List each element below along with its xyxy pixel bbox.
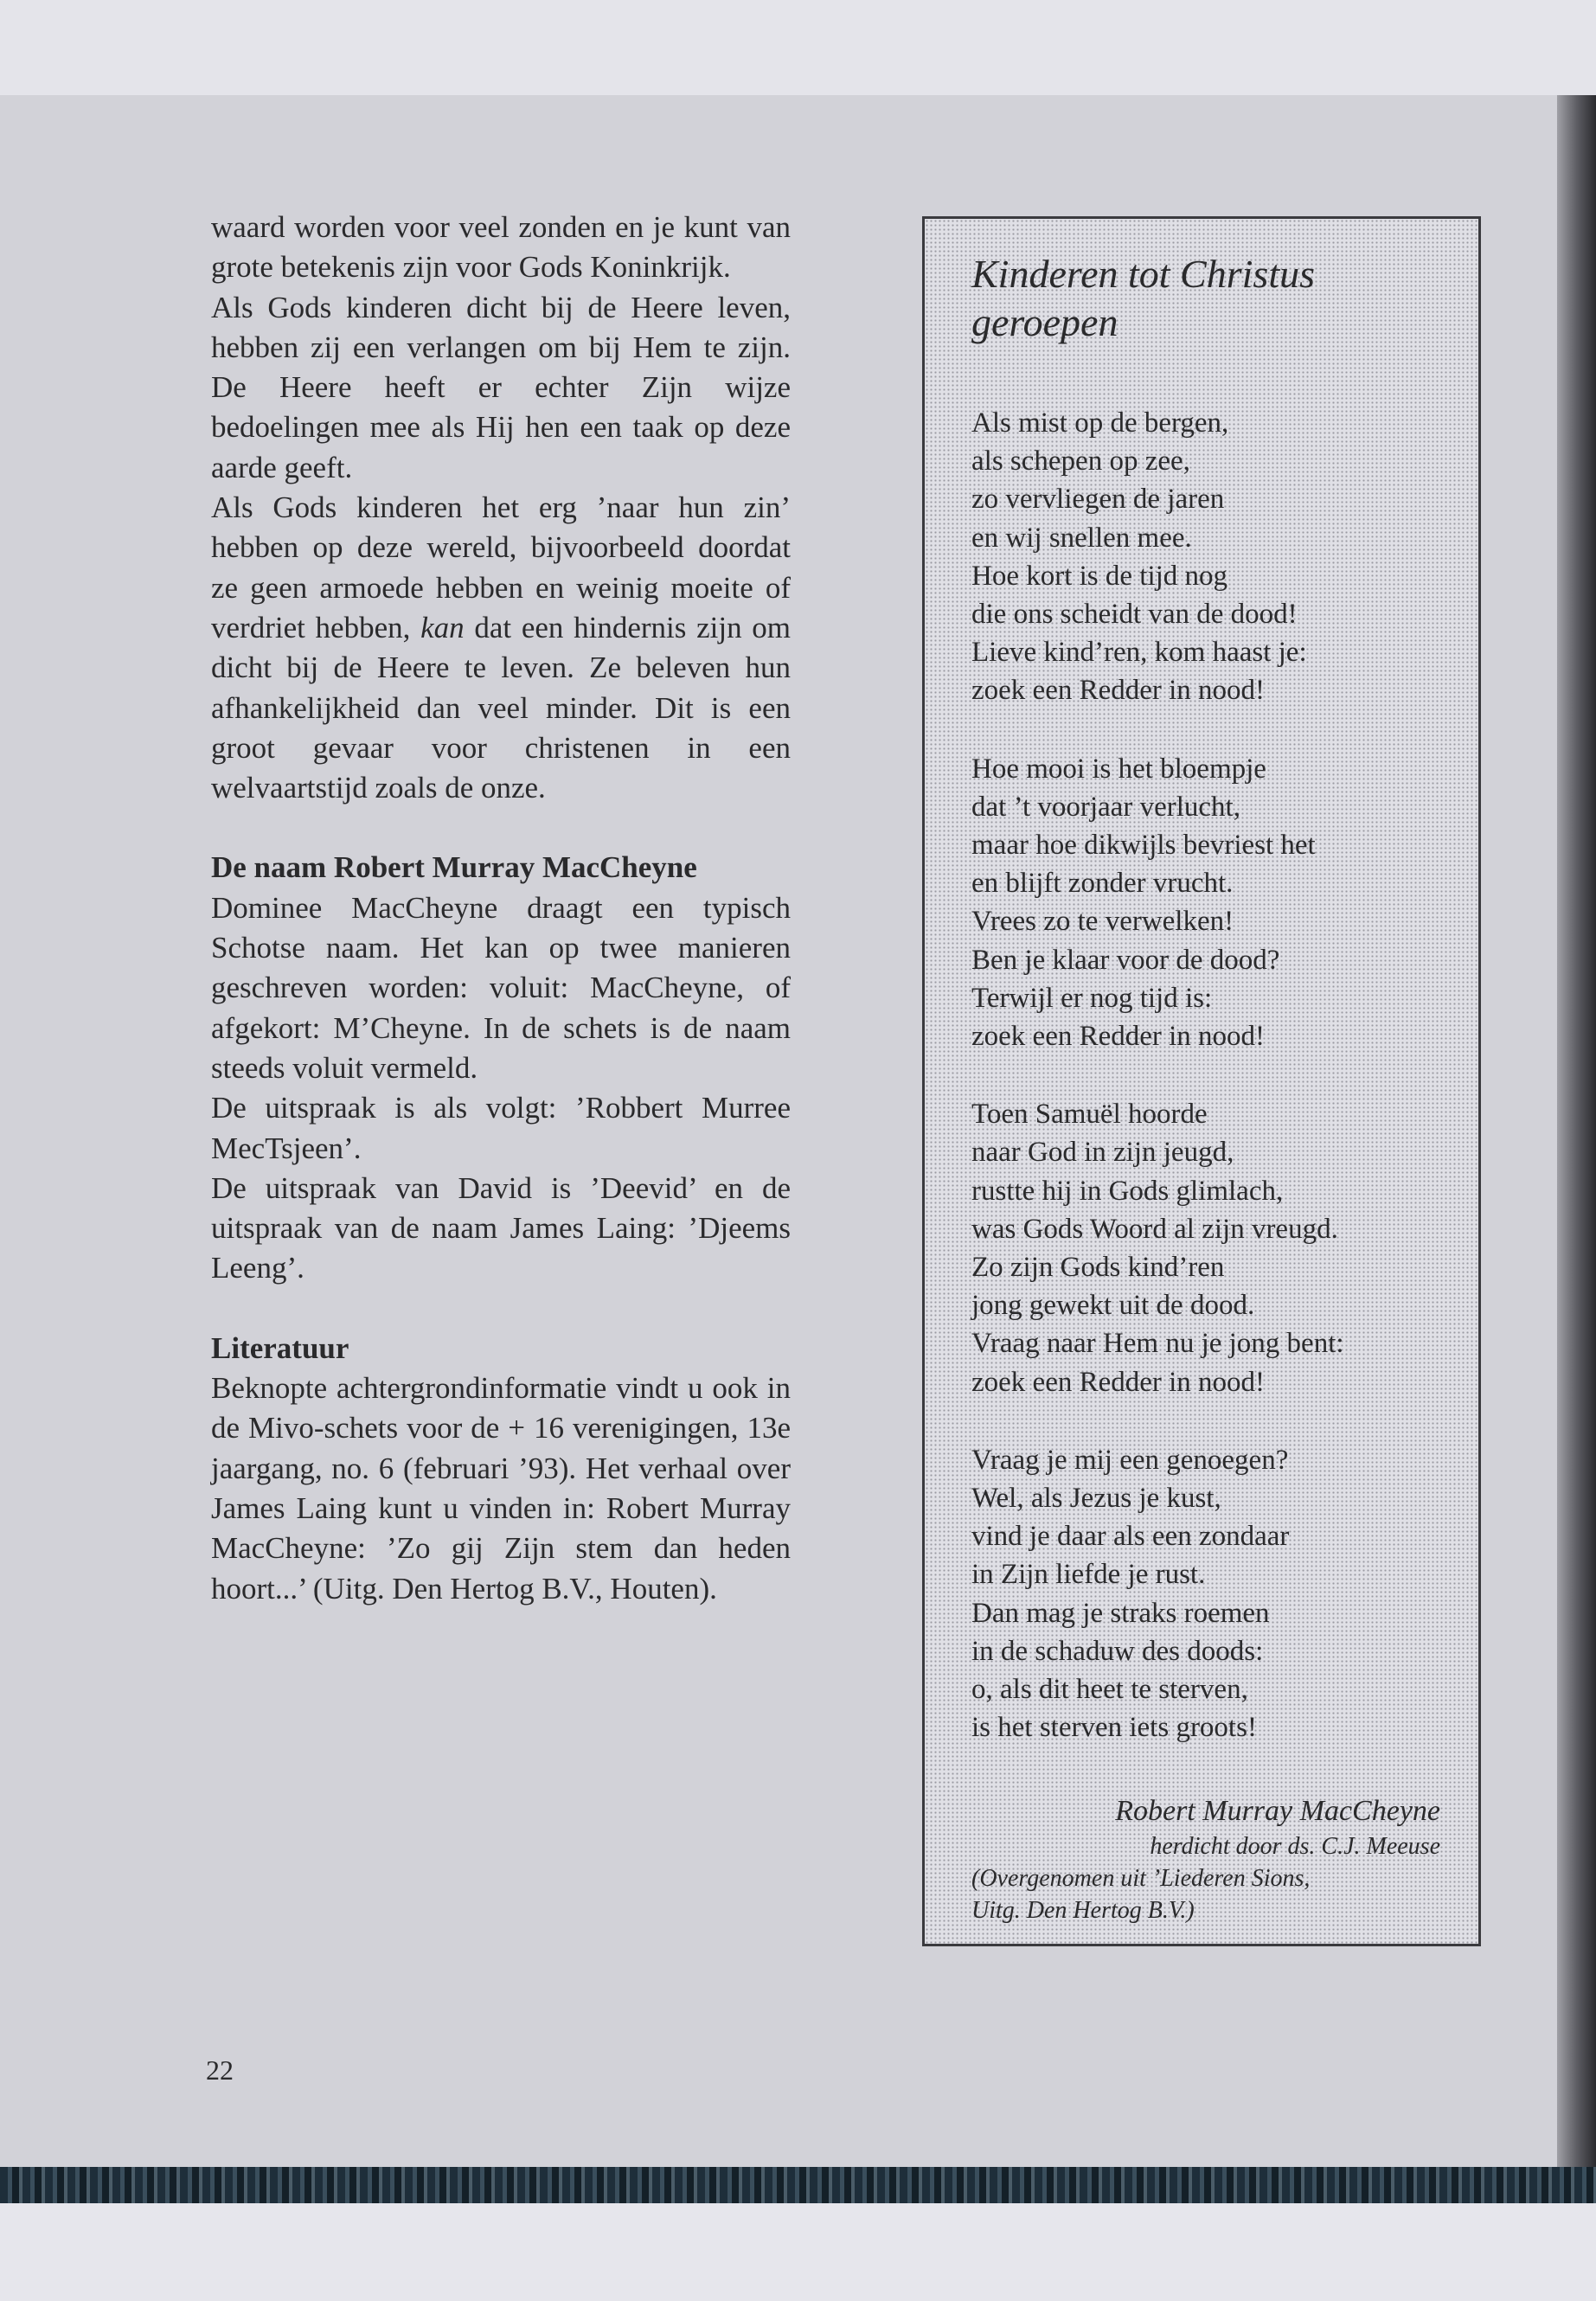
page-number: 22 <box>206 2054 234 2086</box>
poem-source: (Overgenomen uit ’Liederen Sions, <box>971 1864 1311 1892</box>
paragraph: Als Gods kinderen het erg ’naar hun zin’ hebben op deze wereld, bijvoorbeeld doordat ze geen armoede hebben en weinig moeite of verdriet hebben, kan dat een hindernis zijn om dicht bij de Heere te leven. Ze beleven hun afhankelijkheid dan veel minder. Dit is een groot gevaar voor christenen in een welvaartstijd zoals de onze. <box>211 490 792 805</box>
scan-bottom-edge <box>0 2167 1596 2203</box>
scan-top-margin <box>0 0 1596 95</box>
poem-rhymer: herdicht door ds. C.J. Meeuse <box>1150 1832 1440 1860</box>
emphasis-word: kan <box>420 610 465 644</box>
paragraph: De uitspraak van David is ’Deevid’ en de uitspraak van de naam James Laing: ’Djeems Leeng’. <box>211 1170 791 1285</box>
poem-stanza: Als mist op de bergen, als schepen op zee, zo vervliegen de jaren en wij snellen mee. Hoe kort is de tijd nog die ons scheidt van de dood! Lieve kind’ren, kom haast je: zoek een Redder in nood! <box>971 407 1307 707</box>
section-heading: De naam Robert Murray MacCheyne <box>211 850 697 885</box>
poem-author: Robert Murray MacCheyne <box>1115 1794 1440 1827</box>
paragraph: Dominee MacCheyne draagt een typisch Schotse naam. Het kan op twee manieren geschreven worden: voluit: MacCheyne, of afgekort: M’Cheyne. In de schets is de naam steeds voluit vermeld. <box>211 890 791 1085</box>
poem-box <box>922 216 1481 1946</box>
paragraph: Beknopte achtergrondinformatie vindt u ook in de Mivo-schets voor de + 16 verenigingen, 13e jaargang, no. 6 (februari ’93). Het verhaal over James Laing kunt u vinden in: Robert Murray MacCheyne: ’Zo gij Zijn stem dan heden hoort...’ (Uitg. Den Hertog B.V., Houten). <box>211 1371 791 1606</box>
poem-stanza: Vraag je mij een genoegen? Wel, als Jezus je kust, vind je daar als een zondaar in Zijn liefde je rust. Dan mag je straks roemen in de schaduw des doods: o, als dit heet te sterven, is het sterven iets groots! <box>971 1444 1290 1744</box>
paragraph: Als Gods kinderen dicht bij de Heere leven, hebben zij een verlangen om bij Hem te zijn. De Heere heeft er echter Zijn wijze bedoelingen mee als Hij hen een taak op deze aarde geeft. <box>211 290 791 484</box>
poem-credit <box>971 1792 1452 1926</box>
poem-stanza: Toen Samuël hoorde naar God in zijn jeugd, rustte hij in Gods glimlach, was Gods Woord al zijn vreugd. Zo zijn Gods kind’ren jong gewekt uit de dood. Vraag naar Hem nu je jong bent: zoek een Redder in nood! <box>971 1099 1344 1398</box>
scan-bottom-margin <box>0 2203 1596 2301</box>
paragraph: waard worden voor veel zonden en je kunt van grote betekenis zijn voor Gods Koninkrijk. <box>211 210 791 285</box>
poem-title: Kinderen tot Christus geroepen <box>971 252 1315 344</box>
paragraph: De uitspraak is als volgt: ’Robbert Murree MecTsjeen’. <box>211 1091 791 1165</box>
left-text-column <box>211 208 791 1609</box>
section-heading: Literatuur <box>211 1330 349 1365</box>
poem-source-publisher: Uitg. Den Hertog B.V.) <box>971 1896 1195 1924</box>
poem-stanza: Hoe mooi is het bloempje dat ’t voorjaar verlucht, maar hoe dikwijls bevriest het en blijft zonder vrucht. Vrees zo te verwelken! Ben je klaar voor de dood? Terwijl er nog tijd is: zoek een Redder in nood! <box>971 753 1316 1053</box>
book-spine-shadow <box>1557 95 1596 2197</box>
